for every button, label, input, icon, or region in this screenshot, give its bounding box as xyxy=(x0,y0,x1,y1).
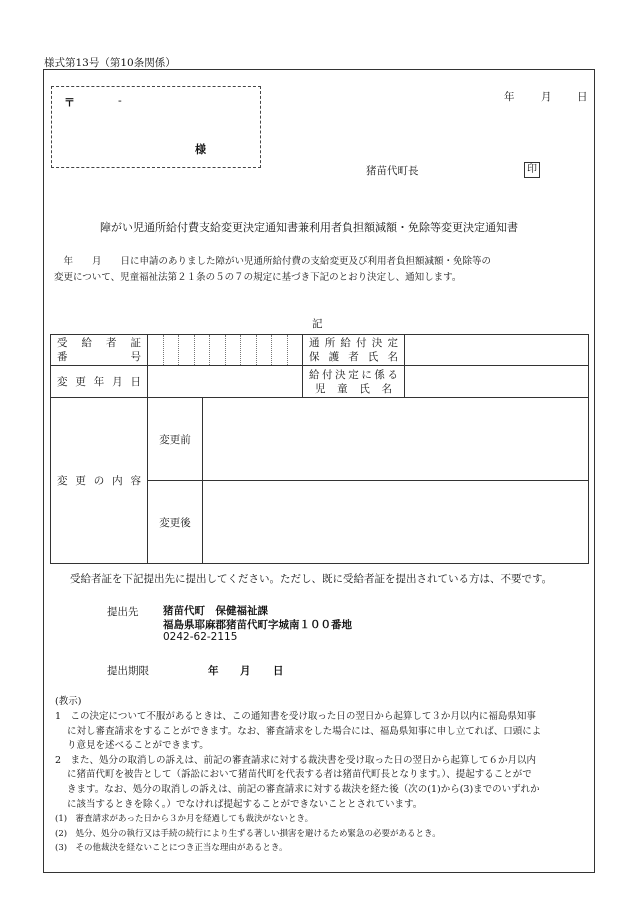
child-label: 給 付 決 定 に 係 る 児 童 氏 名 xyxy=(303,366,405,398)
instruction-1-line-3: り意見を述べることができます。 xyxy=(67,740,209,752)
change-content-label: 変 更 の 内 容 xyxy=(51,398,148,564)
row-before-change xyxy=(51,398,589,481)
instruction-sub-3: (3) その他裁決を経ないことにつき正当な理由があるとき。 xyxy=(55,843,288,854)
honorific-sama: 様 xyxy=(195,143,206,156)
after-change-value xyxy=(203,481,589,564)
deadline-year: 年 xyxy=(208,665,219,677)
deadline-day: 日 xyxy=(273,665,284,677)
address-box xyxy=(51,86,261,168)
child-name-value xyxy=(405,366,589,398)
instruction-1-line-1: 1 この決定について不服があるときは、この通知書を受け取った日の翌日から起算して３か月以内に福島県知事 xyxy=(55,711,536,722)
intro-line-2: 変更について、児童福祉法第２１条の５の７の規定に基づき下記のとおり決定し、通知します。 xyxy=(54,272,462,283)
instruction-2-line-4: に該当するときを除く。）でなければ提起することができないこととされています。 xyxy=(67,798,423,810)
date-year: 年 xyxy=(504,91,515,103)
date-day: 日 xyxy=(577,91,588,103)
change-date-label: 変 更 年 月 日 xyxy=(51,366,148,398)
issuer-name: 猪苗代町長 xyxy=(366,165,419,177)
change-date-value xyxy=(148,366,303,398)
document-title: 障がい児通所給付費支給変更決定通知書兼利用者負担額減額・免除等変更決定通知書 xyxy=(100,221,518,234)
decision-table xyxy=(50,334,589,564)
instruction-sub-1: (1) 審査請求があった日から３か月を経過しても裁決がないとき。 xyxy=(55,814,314,825)
instruction-1-line-2: に対し審査請求をすることができます。なお、審査請求をした場合には、福島県知事に申し立てれば、口頭によ xyxy=(67,725,542,737)
before-change-value xyxy=(203,398,589,481)
intro-line-1: 年 月 日に申請のありました障がい児通所給付費の支給変更及び利用者負担額減額・免除等の xyxy=(54,256,492,267)
recipient-number-label: 受 給 者 証 番 号 xyxy=(51,335,148,366)
instructions-heading: (教示) xyxy=(55,696,82,707)
submission-address: 福島県耶麻郡猪苗代町字城南１００番地 xyxy=(163,619,352,631)
postal-dash: - xyxy=(118,94,122,107)
seal-stamp: 印 xyxy=(524,162,540,178)
submission-label: 提出先 xyxy=(107,606,139,618)
before-change-label: 変更前 xyxy=(148,398,203,481)
instruction-2-line-2: に猪苗代町を被告として（訴訟において猪苗代町を代表する者は猪苗代町長となります。）、提起することがで xyxy=(67,769,532,781)
deadline-label: 提出期限 xyxy=(107,665,149,677)
form-number: 様式第13号（第10条関係） xyxy=(44,57,176,69)
submit-notice: 受給者証を下記提出先に提出してください。ただし、既に受給者証を提出されている方は、不要です。 xyxy=(70,573,553,585)
instruction-2-line-1: 2 また、処分の取消しの訴えは、前記の審査請求に対する裁決書を受け取った日の翌日から起算して６か月以内 xyxy=(55,754,537,766)
guardian-label: 通 所 給 付 決 定 保 護 者 氏 名 xyxy=(303,335,405,366)
row-change-date xyxy=(51,366,589,398)
instruction-2-line-3: きます。なお、処分の取消しの訴えは、前記の審査請求に対する裁決を経た後（次の(1)から(3)までのいずれか xyxy=(67,783,540,795)
ki-heading: 記 xyxy=(312,318,323,330)
submission-phone: 0242-62-2115 xyxy=(163,631,238,643)
instructions-body xyxy=(55,710,541,856)
guardian-name-value xyxy=(405,335,589,366)
recipient-number-cells xyxy=(148,335,303,366)
submission-office: 猪苗代町 保健福祉課 xyxy=(163,605,268,617)
date-month: 月 xyxy=(541,91,552,103)
deadline-month: 月 xyxy=(240,665,251,677)
row-recipient-number xyxy=(51,335,589,366)
after-change-label: 変更後 xyxy=(148,481,203,564)
instruction-sub-2: (2) 処分、処分の執行又は手続の続行により生ずる著しい損害を避けるため緊急の必要があるとき。 xyxy=(55,828,441,839)
postal-mark: 〒 xyxy=(64,96,75,109)
